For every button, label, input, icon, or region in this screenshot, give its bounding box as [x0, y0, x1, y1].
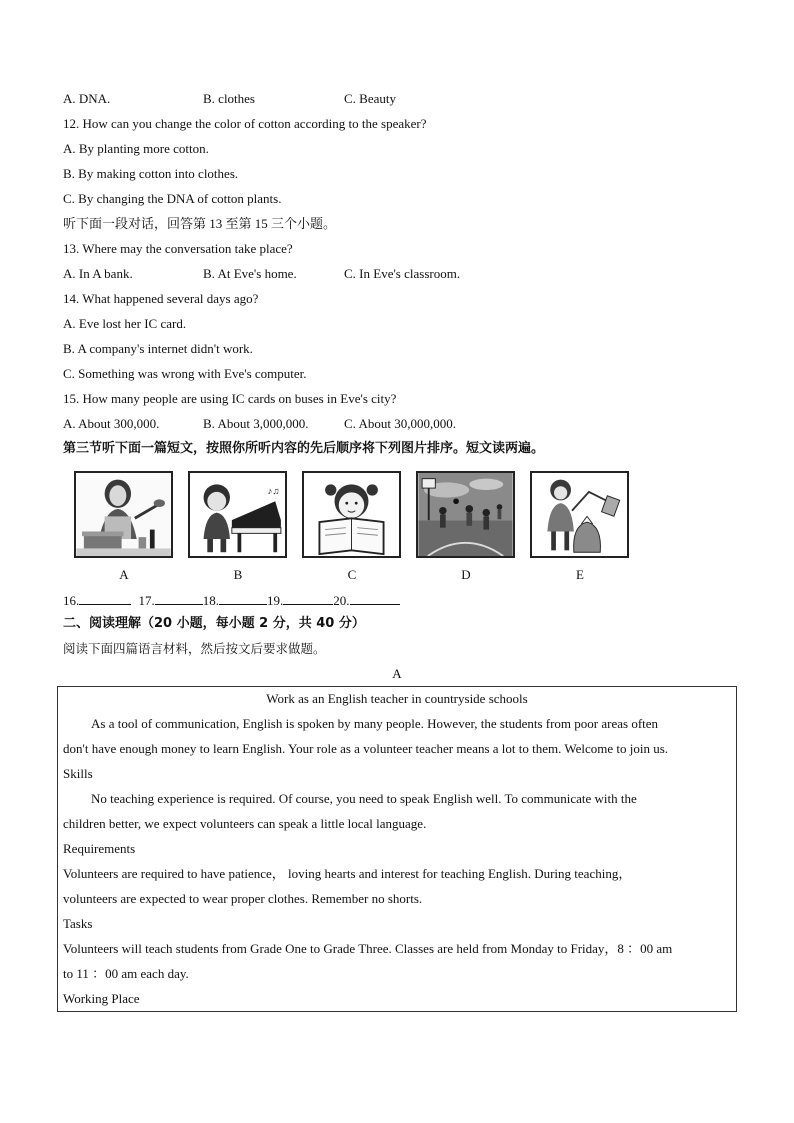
picture-b [188, 471, 287, 558]
q14-option-b: B. A company's internet didn't work. [63, 341, 253, 356]
q14-option-c: C. Something was wrong with Eve's computer. [63, 366, 307, 381]
requirements-heading: Requirements [63, 841, 136, 856]
woman-cooking-icon [76, 473, 171, 556]
picture-c-label: C [347, 567, 357, 582]
q15-option-c: C. About 30,000,000. [344, 416, 456, 431]
q14-question: 14. What happened several days ago? [63, 291, 259, 306]
q13-question: 13. Where may the conversation take place? [63, 241, 293, 256]
q14-option-a: A. Eve lost her IC card. [63, 316, 187, 331]
svg-text:♪♫: ♪♫ [267, 486, 280, 497]
picture-d-label: D [461, 567, 471, 582]
q15-option-b: B. About 3,000,000. [203, 416, 309, 431]
section-13-15-intro: 听下面一段对话，回答第 13 至第 15 三个小题。 [63, 216, 337, 231]
blank-19-line[interactable] [283, 592, 333, 605]
part2-title: 二、阅读理解（20 小题，每小题 2 分，共 40 分） [63, 616, 365, 631]
q11-option-c: C. Beauty [344, 91, 396, 106]
tasks-line1: Volunteers will teach students from Grade One to Grade Three. Classes are held from Monday to Friday，8 ：00 am [63, 941, 673, 956]
tasks-heading: Tasks [63, 916, 93, 931]
blank-20-label: 20. [333, 593, 350, 608]
blank-19-label: 19. [267, 593, 284, 608]
blank-17-label: 17. [138, 593, 155, 608]
passage-letter: A [392, 666, 402, 681]
answer-blanks-row [63, 592, 400, 609]
picture-b-label: B [233, 567, 243, 582]
blank-18-label: 18. [202, 593, 219, 608]
q13-option-b: B. At Eve's home. [203, 266, 297, 281]
q11-option-b: B. clothes [203, 91, 255, 106]
picture-a [74, 471, 173, 558]
picture-e [530, 471, 629, 558]
passage-intro-line1: As a tool of communication, English is spoken by many people. However, the students from poor areas often [91, 716, 659, 731]
kids-playing-basketball-icon [418, 473, 513, 556]
picture-e-label: E [576, 567, 584, 582]
tasks-line2: to 11 ：00 am each day. [63, 966, 189, 981]
q11-option-a: A. DNA. [63, 91, 111, 106]
requirements-line1: Volunteers are required to have patience， loving hearts and interest for teaching English. During teaching， [63, 866, 632, 881]
q15-option-a: A. About 300,000. [63, 416, 160, 431]
q15-question: 15. How many people are using IC cards on buses in Eve's city? [63, 391, 397, 406]
blank-17-line[interactable] [155, 592, 203, 605]
passage-intro-line2: don't have enough money to learn English. Your role as a volunteer teacher means a lot to them. Welcome to join us. [63, 741, 669, 756]
skills-line1: No teaching experience is required. Of course, you need to speak English well. To communicate with the [91, 791, 637, 806]
q12-option-c: C. By changing the DNA of cotton plants. [63, 191, 282, 206]
picture-a-label: A [119, 567, 129, 582]
working-place-heading: Working Place [63, 991, 140, 1006]
q12-option-a: A. By planting more cotton. [63, 141, 209, 156]
picture-c [302, 471, 401, 558]
requirements-line2: volunteers are expected to wear proper clothes. Remember no shorts. [63, 891, 423, 906]
boy-playing-piano-icon [190, 473, 285, 556]
passage-box [57, 686, 737, 1012]
blank-18-line[interactable] [219, 592, 267, 605]
skills-heading: Skills [63, 766, 93, 781]
q13-option-a: A. In A bank. [63, 266, 133, 281]
q13-option-c: C. In Eve's classroom. [344, 266, 461, 281]
q12-question: 12. How can you change the color of cotton according to the speaker? [63, 116, 427, 131]
part2-intro: 阅读下面四篇语言材料，然后按文后要求做题。 [63, 641, 326, 656]
blank-16-line[interactable] [79, 592, 131, 605]
q12-option-b: B. By making cotton into clothes. [63, 166, 239, 181]
girl-reading-book-icon [304, 473, 399, 556]
passage-title: Work as an English teacher in countryside schools [266, 691, 528, 706]
blank-16-label: 16. [63, 593, 80, 608]
blank-20-line[interactable] [350, 592, 400, 605]
girl-picking-up-trash-icon [532, 473, 627, 556]
picture-d [416, 471, 515, 558]
section3-title: 第三节听下面一篇短文，按照你所听内容的先后顺序将下列图片排序。短文读两遍。 [63, 441, 545, 456]
skills-line2: children better, we expect volunteers can speak a little local language. [63, 816, 427, 831]
